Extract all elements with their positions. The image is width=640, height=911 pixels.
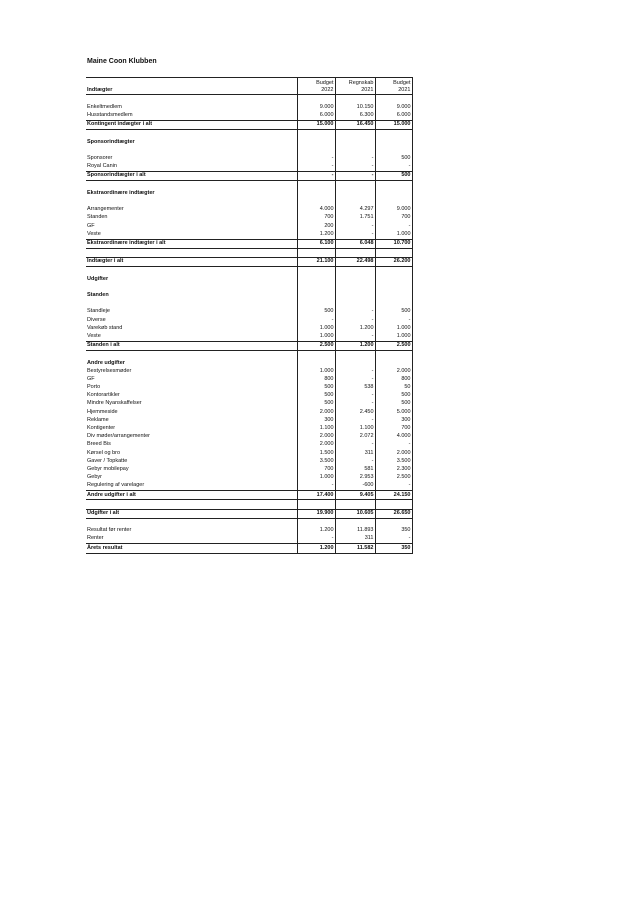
value-cell: 21.100 xyxy=(297,257,335,266)
value-cell: 1.000 xyxy=(297,333,335,342)
value-cell xyxy=(297,359,335,367)
row-label: Mindre Nyanskaffelser xyxy=(86,400,297,408)
value-cell xyxy=(375,359,412,367)
row-label xyxy=(86,518,297,527)
spacer-row xyxy=(86,500,412,509)
table-row xyxy=(86,308,412,316)
value-cell: - xyxy=(335,457,375,465)
value-cell: - xyxy=(335,308,375,316)
value-cell: - xyxy=(375,482,412,491)
value-cell: 11.582 xyxy=(335,544,375,553)
row-label: Sponsorer xyxy=(86,155,297,163)
value-cell: 350 xyxy=(375,544,412,553)
value-cell xyxy=(375,518,412,527)
value-cell: 538 xyxy=(335,384,375,392)
value-cell: 2.000 xyxy=(375,449,412,457)
value-cell xyxy=(335,518,375,527)
row-label: Varekøb stand xyxy=(86,324,297,332)
value-cell: 26.200 xyxy=(375,257,412,266)
value-cell: 1.200 xyxy=(335,341,375,350)
value-cell xyxy=(375,292,412,300)
value-cell xyxy=(375,351,412,360)
row-label: Enkeltmedlem xyxy=(86,104,297,112)
value-cell xyxy=(375,267,412,276)
value-cell: 9.000 xyxy=(297,104,335,112)
value-cell: 1.751 xyxy=(335,214,375,222)
value-cell: 1.100 xyxy=(297,425,335,433)
row-label: Breed Bis xyxy=(86,441,297,449)
value-cell: - xyxy=(335,333,375,342)
row-label: Kontingent indægter i alt xyxy=(86,120,297,129)
value-cell xyxy=(335,130,375,139)
value-cell: 22.498 xyxy=(335,257,375,266)
row-label: Gebyr xyxy=(86,474,297,482)
value-cell xyxy=(297,284,335,292)
row-label xyxy=(86,351,297,360)
table-row xyxy=(86,457,412,465)
spacer-row xyxy=(86,300,412,308)
value-cell: 800 xyxy=(375,376,412,384)
value-cell: - xyxy=(335,230,375,239)
spacer-row xyxy=(86,248,412,257)
row-label xyxy=(86,267,297,276)
row-label xyxy=(86,147,297,155)
value-cell: 1.000 xyxy=(375,324,412,332)
row-label xyxy=(86,181,297,190)
spacer-row xyxy=(86,198,412,206)
value-cell: 4.297 xyxy=(335,206,375,214)
value-cell: 9.405 xyxy=(335,491,375,500)
value-cell: - xyxy=(297,482,335,491)
value-cell xyxy=(375,284,412,292)
subtotal-row xyxy=(86,120,412,129)
value-cell: 50 xyxy=(375,384,412,392)
value-cell xyxy=(335,95,375,104)
value-cell: - xyxy=(297,172,335,181)
table-row xyxy=(86,400,412,408)
value-cell: - xyxy=(335,441,375,449)
value-cell: - xyxy=(375,316,412,324)
row-label: Indtægter i alt xyxy=(86,257,297,266)
row-label: Husstandsmedlem xyxy=(86,112,297,121)
value-cell: 1.200 xyxy=(297,230,335,239)
value-cell xyxy=(297,518,335,527)
value-cell: 1.000 xyxy=(375,230,412,239)
subtotal-row xyxy=(86,341,412,350)
value-cell: 6.000 xyxy=(297,112,335,121)
value-cell xyxy=(375,181,412,190)
row-label: Ekstraordinære indtægter xyxy=(86,189,297,197)
value-cell: 700 xyxy=(297,214,335,222)
spacer-row xyxy=(86,284,412,292)
value-cell xyxy=(375,138,412,146)
table-row xyxy=(86,376,412,384)
value-cell xyxy=(375,130,412,139)
value-cell xyxy=(297,189,335,197)
value-cell: - xyxy=(335,400,375,408)
row-label xyxy=(86,248,297,257)
value-cell: 500 xyxy=(375,400,412,408)
value-cell xyxy=(297,300,335,308)
value-cell xyxy=(297,248,335,257)
value-cell: - xyxy=(335,316,375,324)
section-heading xyxy=(86,189,412,197)
subtotal-row xyxy=(86,172,412,181)
row-label: Sponsorindtægter i alt xyxy=(86,172,297,181)
value-cell: 2.300 xyxy=(375,466,412,474)
value-cell: 1.000 xyxy=(297,324,335,332)
value-cell: 2.450 xyxy=(335,408,375,416)
value-cell: 11.893 xyxy=(335,527,375,535)
row-label: Gebyr mobilepay xyxy=(86,466,297,474)
column-header: Budget xyxy=(297,78,335,87)
table-row xyxy=(86,449,412,457)
table-row xyxy=(86,214,412,222)
document-title: Maine Coon Klubben xyxy=(87,58,157,65)
row-label: Standen xyxy=(86,214,297,222)
value-cell: 2.500 xyxy=(297,341,335,350)
subtotal-row xyxy=(86,239,412,248)
value-cell: 10.700 xyxy=(375,239,412,248)
value-cell: - xyxy=(335,376,375,384)
value-cell: 1.200 xyxy=(297,544,335,553)
value-cell: 15.000 xyxy=(297,120,335,129)
value-cell: 9.000 xyxy=(375,104,412,112)
value-cell: 581 xyxy=(335,466,375,474)
value-cell xyxy=(335,147,375,155)
value-cell xyxy=(335,198,375,206)
row-label: Standen i alt xyxy=(86,341,297,350)
spacer-row xyxy=(86,518,412,527)
table-row xyxy=(86,324,412,332)
value-cell xyxy=(297,181,335,190)
row-label: Porto xyxy=(86,384,297,392)
value-cell: - xyxy=(297,155,335,163)
value-cell xyxy=(297,130,335,139)
total-row xyxy=(86,257,412,266)
row-label xyxy=(86,130,297,139)
row-label: Udgifter xyxy=(86,275,297,283)
value-cell: - xyxy=(297,163,335,172)
value-cell xyxy=(335,359,375,367)
row-label: Udgifter i alt xyxy=(86,509,297,518)
header-blank xyxy=(86,78,297,87)
value-cell xyxy=(297,500,335,509)
value-cell xyxy=(335,189,375,197)
column-header: Budget xyxy=(375,78,412,87)
row-label: GF xyxy=(86,376,297,384)
value-cell: 1.200 xyxy=(335,324,375,332)
row-label: Standen xyxy=(86,292,297,300)
subtotal-row xyxy=(86,544,412,553)
value-cell xyxy=(335,248,375,257)
value-cell: 4.000 xyxy=(375,433,412,441)
value-cell: 800 xyxy=(297,376,335,384)
row-label xyxy=(86,500,297,509)
value-cell xyxy=(297,147,335,155)
value-cell: 2.000 xyxy=(297,408,335,416)
value-cell: 3.500 xyxy=(297,457,335,465)
value-cell: 6.300 xyxy=(335,112,375,121)
row-label: Årets resultat xyxy=(86,544,297,553)
table-row xyxy=(86,425,412,433)
budget-table xyxy=(86,77,413,554)
value-cell: 6.000 xyxy=(375,112,412,121)
spacer-row xyxy=(86,147,412,155)
value-cell: - xyxy=(335,163,375,172)
value-cell: - xyxy=(297,535,335,544)
row-label: Kontorartikler xyxy=(86,392,297,400)
value-cell: 16.450 xyxy=(335,120,375,129)
value-cell xyxy=(335,181,375,190)
section-heading xyxy=(86,359,412,367)
value-cell xyxy=(297,95,335,104)
value-cell: - xyxy=(335,172,375,181)
row-label: Div møder/arrangementer xyxy=(86,433,297,441)
value-cell: 9.000 xyxy=(375,206,412,214)
value-cell xyxy=(297,351,335,360)
value-cell: 19.900 xyxy=(297,509,335,518)
section-heading xyxy=(86,138,412,146)
table-row xyxy=(86,384,412,392)
value-cell xyxy=(375,248,412,257)
row-label: Kontigenter xyxy=(86,425,297,433)
row-label: Reklame xyxy=(86,417,297,425)
row-label: Resultat før renter xyxy=(86,527,297,535)
row-label: Veste xyxy=(86,230,297,239)
total-row xyxy=(86,509,412,518)
value-cell: 6.100 xyxy=(297,239,335,248)
subtotal-row xyxy=(86,491,412,500)
table-row xyxy=(86,417,412,425)
row-label: Andre udgifter i alt xyxy=(86,491,297,500)
row-label: Royal Canin xyxy=(86,163,297,172)
column-header: Regnskab xyxy=(335,78,375,87)
row-label: Renter xyxy=(86,535,297,544)
column-header-row xyxy=(86,86,412,95)
table-row xyxy=(86,433,412,441)
value-cell: 500 xyxy=(375,172,412,181)
row-label: Standleje xyxy=(86,308,297,316)
value-cell xyxy=(375,95,412,104)
row-label: Sponsorindtægter xyxy=(86,138,297,146)
value-cell: 700 xyxy=(297,466,335,474)
value-cell xyxy=(335,300,375,308)
value-cell: 500 xyxy=(297,392,335,400)
value-cell xyxy=(375,500,412,509)
value-cell: - xyxy=(335,417,375,425)
value-cell: 6.048 xyxy=(335,239,375,248)
value-cell: 300 xyxy=(297,417,335,425)
value-cell xyxy=(335,292,375,300)
value-cell xyxy=(375,147,412,155)
row-label xyxy=(86,284,297,292)
table-row xyxy=(86,163,412,172)
table-row xyxy=(86,466,412,474)
table-row xyxy=(86,392,412,400)
row-label: Bestyrelsesmøder xyxy=(86,367,297,375)
value-cell: 1.000 xyxy=(297,474,335,482)
value-cell: - xyxy=(297,316,335,324)
value-cell: -600 xyxy=(335,482,375,491)
row-label: Kørsel og bro xyxy=(86,449,297,457)
value-cell: 3.500 xyxy=(375,457,412,465)
value-cell: 1.100 xyxy=(335,425,375,433)
value-cell: 2.000 xyxy=(297,441,335,449)
row-label xyxy=(86,198,297,206)
value-cell: 300 xyxy=(375,417,412,425)
row-label: Gaver / Topkatte xyxy=(86,457,297,465)
spacer-row xyxy=(86,267,412,276)
value-cell: 2.000 xyxy=(297,433,335,441)
spacer-row xyxy=(86,351,412,360)
value-cell: 500 xyxy=(375,155,412,163)
spacer-row xyxy=(86,181,412,190)
value-cell: 500 xyxy=(375,392,412,400)
table-row xyxy=(86,482,412,491)
value-cell: 2.500 xyxy=(375,474,412,482)
table-row xyxy=(86,333,412,342)
value-cell xyxy=(375,300,412,308)
value-cell: 2.953 xyxy=(335,474,375,482)
value-cell: - xyxy=(375,222,412,230)
value-cell xyxy=(335,351,375,360)
value-cell: 4.000 xyxy=(297,206,335,214)
value-cell xyxy=(375,189,412,197)
column-header: 2022 xyxy=(297,86,335,95)
table-row xyxy=(86,367,412,375)
value-cell xyxy=(297,267,335,276)
value-cell xyxy=(335,138,375,146)
value-cell: 200 xyxy=(297,222,335,230)
value-cell: 10.150 xyxy=(335,104,375,112)
table-row xyxy=(86,206,412,214)
value-cell: 350 xyxy=(375,527,412,535)
value-cell: 15.000 xyxy=(375,120,412,129)
column-header-row xyxy=(86,78,412,87)
value-cell xyxy=(335,267,375,276)
value-cell: 2.072 xyxy=(335,433,375,441)
value-cell: 700 xyxy=(375,425,412,433)
value-cell: 500 xyxy=(297,400,335,408)
value-cell: 24.150 xyxy=(375,491,412,500)
row-label: Ekstraordinære indtægter i alt xyxy=(86,239,297,248)
row-label: GF xyxy=(86,222,297,230)
section-heading xyxy=(86,292,412,300)
value-cell: 10.605 xyxy=(335,509,375,518)
value-cell xyxy=(297,198,335,206)
value-cell: 1.200 xyxy=(297,527,335,535)
row-label: Regulering af varelager xyxy=(86,482,297,491)
value-cell: 1.000 xyxy=(375,333,412,342)
spacer-row xyxy=(86,95,412,104)
value-cell xyxy=(297,138,335,146)
row-label: Veste xyxy=(86,333,297,342)
value-cell: - xyxy=(335,367,375,375)
value-cell: - xyxy=(375,163,412,172)
value-cell xyxy=(335,275,375,283)
spacer-row xyxy=(86,130,412,139)
value-cell: 17.400 xyxy=(297,491,335,500)
table-row xyxy=(86,104,412,112)
table-row xyxy=(86,230,412,239)
table-row xyxy=(86,112,412,121)
row-label: Diverse xyxy=(86,316,297,324)
value-cell: 1.000 xyxy=(297,367,335,375)
table-row xyxy=(86,527,412,535)
row-label xyxy=(86,300,297,308)
row-label: Hjemmeside xyxy=(86,408,297,416)
value-cell xyxy=(375,198,412,206)
row-label: Andre udgifter xyxy=(86,359,297,367)
value-cell xyxy=(297,275,335,283)
value-cell xyxy=(297,292,335,300)
table-row xyxy=(86,441,412,449)
value-cell: - xyxy=(335,155,375,163)
column-header: 2021 xyxy=(335,86,375,95)
value-cell: 311 xyxy=(335,449,375,457)
table-row xyxy=(86,316,412,324)
table-row xyxy=(86,408,412,416)
section-heading xyxy=(86,275,412,283)
value-cell: 311 xyxy=(335,535,375,544)
value-cell xyxy=(375,275,412,283)
value-cell: 500 xyxy=(297,308,335,316)
value-cell: 26.650 xyxy=(375,509,412,518)
table-row xyxy=(86,474,412,482)
table-row xyxy=(86,222,412,230)
column-header: 2021 xyxy=(375,86,412,95)
value-cell: 500 xyxy=(297,384,335,392)
value-cell xyxy=(335,284,375,292)
value-cell xyxy=(335,500,375,509)
row-label: Arrangementer xyxy=(86,206,297,214)
value-cell: 5.000 xyxy=(375,408,412,416)
table-row xyxy=(86,535,412,544)
table-row xyxy=(86,155,412,163)
value-cell: 2.000 xyxy=(375,367,412,375)
value-cell: 1.500 xyxy=(297,449,335,457)
value-cell: 2.500 xyxy=(375,341,412,350)
row-label xyxy=(86,95,297,104)
value-cell: 700 xyxy=(375,214,412,222)
value-cell: - xyxy=(335,392,375,400)
value-cell: - xyxy=(375,441,412,449)
value-cell: - xyxy=(335,222,375,230)
section-heading: Indtægter xyxy=(86,86,297,95)
value-cell: 500 xyxy=(375,308,412,316)
value-cell: - xyxy=(375,535,412,544)
